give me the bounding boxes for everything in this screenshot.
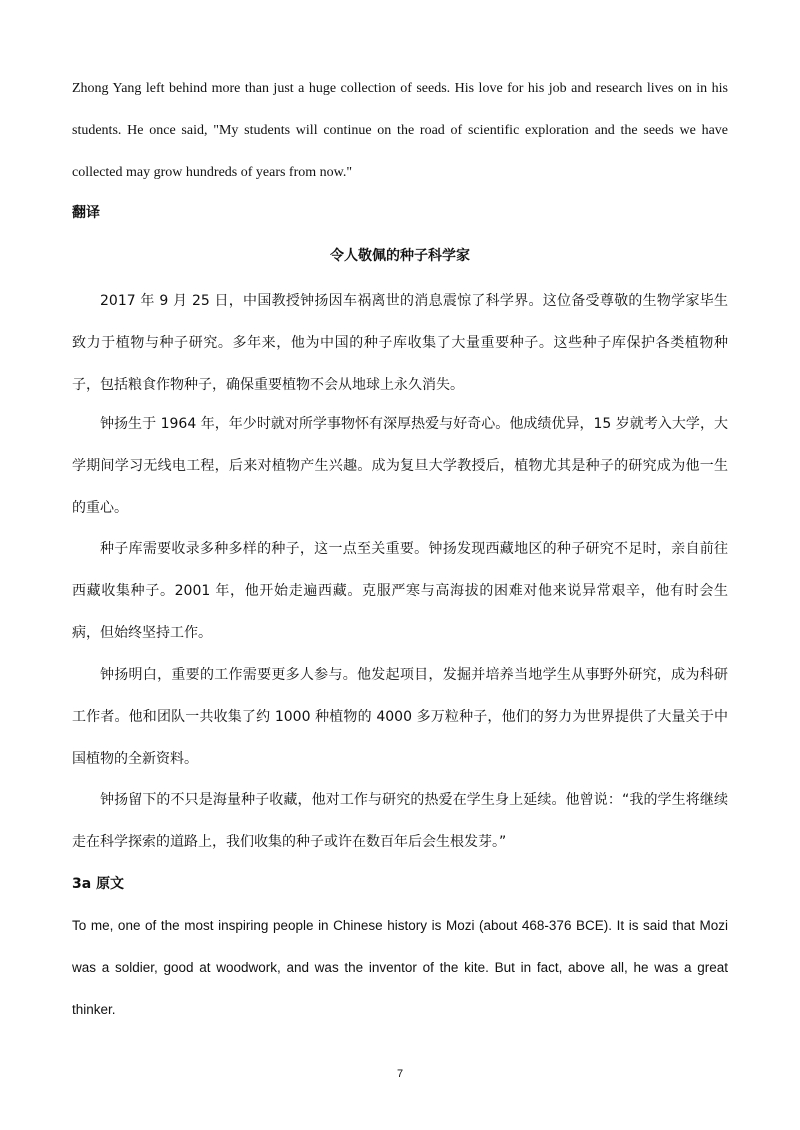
page-number: 7	[396, 1068, 404, 1080]
english-paragraph: To me, one of the most inspiring people in Chinese history is Mozi (about 468-376 BCE). It is said that Mozi was a soldier, good at woodwork, and was the inventor of the kite. But in fact, above all, he was a great thinker.	[72, 918, 728, 1017]
translation-heading: 翻译	[72, 205, 100, 221]
chinese-paragraph: 钟扬生于 1964 年，年少时就对所学事物怀有深厚热爱与好奇心。他成绩优异，15 岁就考入大学，大学期间学习无线电工程，后来对植物产生兴趣。成为复旦大学教授后，植物尤其是种子的研究成为他一生的重心。	[72, 416, 728, 516]
section-3a-heading: 3a 原文	[72, 876, 125, 892]
chinese-title: 令人敬佩的种子科学家	[330, 248, 470, 264]
chinese-paragraph: 钟扬留下的不只是海量种子收藏，他对工作与研究的热爱在学生身上延续。他曾说：“我的学生将继续走在科学探索的道路上，我们收集的种子或许在数百年后会生根发芽。”	[72, 792, 728, 850]
chinese-paragraph: 钟扬明白，重要的工作需要更多人参与。他发起项目，发掘并培养当地学生从事野外研究，成为科研工作者。他和团队一共收集了约 1000 种植物的 4000 多万粒种子，他们的努力为世界提供了大量关于中国植物的全新资料。	[72, 667, 728, 767]
english-paragraph: Zhong Yang left behind more than just a huge collection of seeds. His love for his job and research lives on in his students. He once said, "My students will continue on the road of scientific exploration and the seeds we have collected may grow hundreds of years from now."	[72, 81, 728, 180]
chinese-paragraph: 2017 年 9 月 25 日，中国教授钟扬因车祸离世的消息震惊了科学界。这位备受尊敬的生物学家毕生致力于植物与种子研究。多年来，他为中国的种子库收集了大量重要种子。这些种子库保护各类植物种子，包括粮食作物种子，确保重要植物不会从地球上永久消失。	[72, 293, 728, 393]
chinese-paragraph: 种子库需要收录多种多样的种子，这一点至关重要。钟扬发现西藏地区的种子研究不足时，亲自前往西藏收集种子。2001 年，他开始走遍西藏。克服严寒与高海拔的困难对他来说异常艰辛，他有时会生病，但始终坚持工作。	[72, 541, 728, 641]
